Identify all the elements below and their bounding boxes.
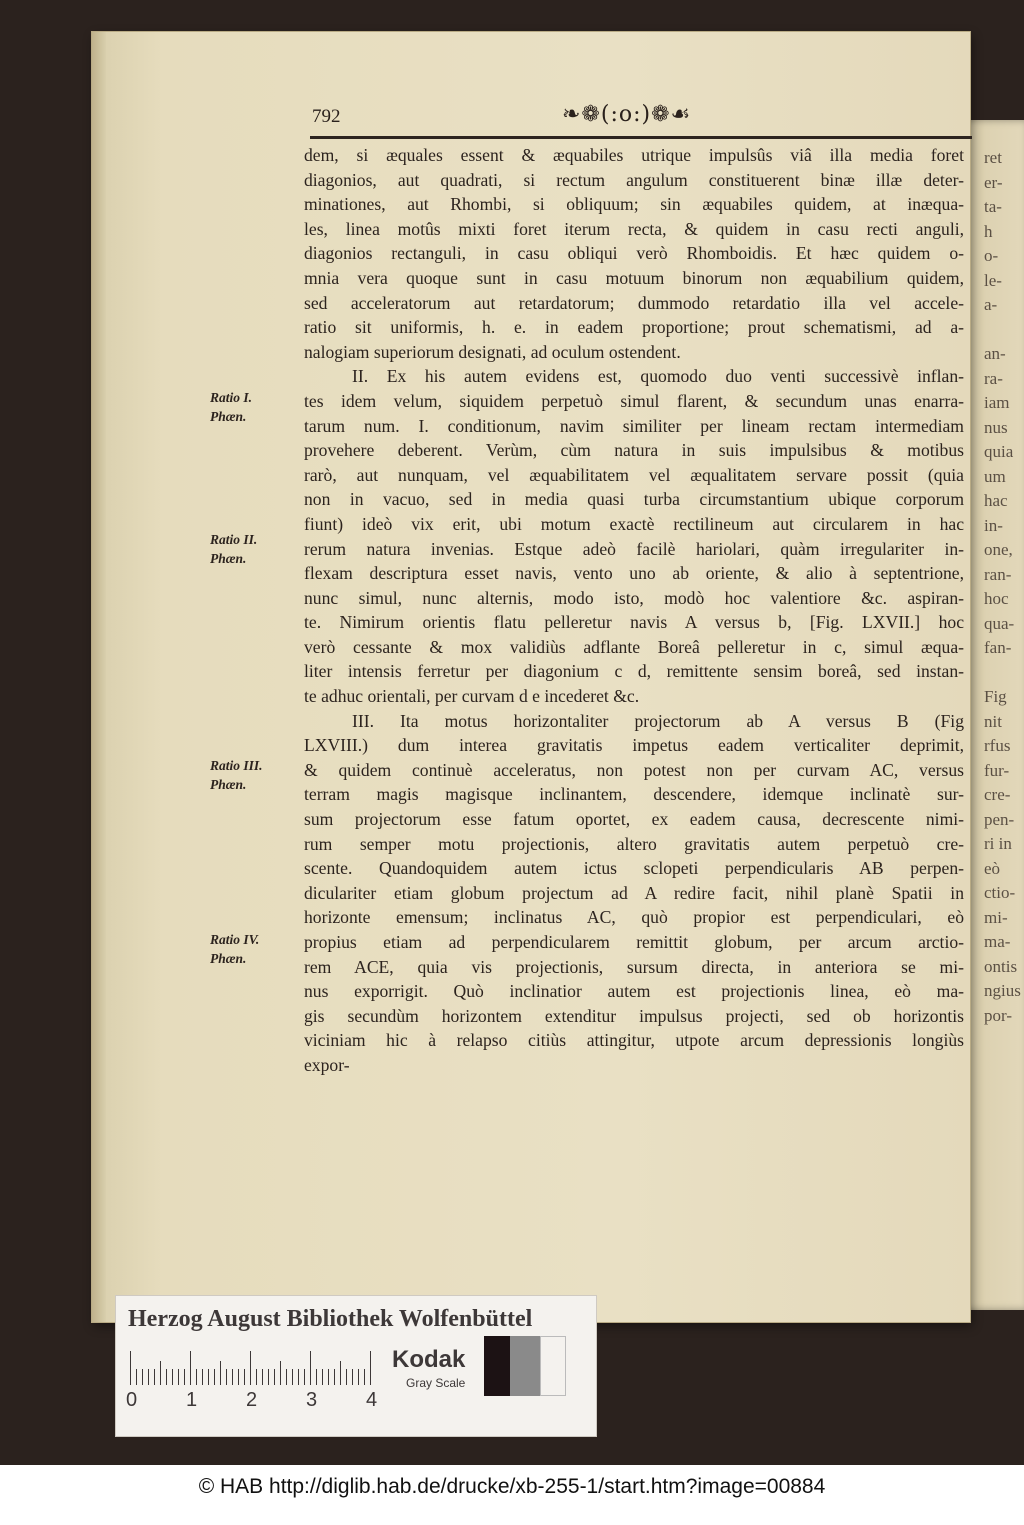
adjacent-page-fragment: Fig xyxy=(984,687,1007,706)
ruler-number: 4 xyxy=(366,1389,378,1411)
text-line: verò cessante & mox validiùs adflante Boreâ pelleretur in c, simul æqua- xyxy=(304,636,964,657)
page-number: 792 xyxy=(312,106,341,127)
text-line: dem, si æquales essent & æquabiles utrique impulsûs viâ illa media foret xyxy=(304,145,964,165)
ruler-tick xyxy=(268,1369,269,1385)
adjacent-page-fragment: ran- xyxy=(984,564,1012,584)
adjacent-page-fragment: quia xyxy=(984,442,1014,461)
adjacent-page-fragment: fan- xyxy=(984,638,1012,657)
kodak-logo: Kodak xyxy=(392,1346,466,1373)
adjacent-page-fragment: hoc xyxy=(984,589,1009,608)
text-line: tes idem velum, siquidem perpetuò simul flarent, & secundum unas enarra- xyxy=(304,390,964,411)
text-line: scente. Quandoquidem autem ictus sclopeti perpendicularis AB perpen- xyxy=(304,858,964,879)
text-line: II. Ex his autem evidens est, quomodo duo venti successivè inflan- xyxy=(352,366,964,387)
ruler-tick xyxy=(238,1369,239,1385)
ruler-tick xyxy=(334,1369,335,1385)
text-line: flexam descriptura esset navis, vento uno ab oriente, & alio à septentrione, xyxy=(304,563,964,584)
adjacent-page-fragment: qua- xyxy=(984,613,1015,633)
ruler-tick xyxy=(256,1369,257,1385)
adjacent-page-fragment: ri in xyxy=(984,834,1012,853)
ruler-tick xyxy=(130,1351,131,1385)
ruler-tick xyxy=(316,1369,317,1385)
text-line: propius etiam ad perpendicularem remittit globum, per arcum arctio- xyxy=(304,932,964,952)
ruler-tick xyxy=(352,1369,353,1385)
margin-note-ratio-4 xyxy=(210,930,300,968)
ruler-tick xyxy=(328,1369,329,1385)
adjacent-page-fragment: ta- xyxy=(984,197,1002,216)
adjacent-page-fragment: ra- xyxy=(984,368,1003,388)
text-line: provehere deberent. Verùm, cùm natura in suis impulsibus & motibus xyxy=(304,440,964,461)
margin-note-sub: Phæn. xyxy=(210,777,247,792)
text-line: sed acceleratorum aut retardatorum; dummodo retardatio illa vel accele- xyxy=(304,292,964,313)
adjacent-page-fragment: ret xyxy=(984,148,1002,167)
color-target xyxy=(115,1295,597,1437)
adjacent-page-fragment: por- xyxy=(984,1005,1012,1025)
adjacent-page-fragment: pen- xyxy=(984,809,1015,829)
margin-note-ratio-3 xyxy=(210,756,300,794)
ruler-tick xyxy=(358,1369,359,1385)
ruler-tick xyxy=(310,1351,311,1385)
gray-patch-black xyxy=(484,1336,510,1396)
margin-note-sub: Phæn. xyxy=(210,551,247,566)
text-line: diagonios, aut quadrati, si rectum angulum constituerent binæ illæ deter- xyxy=(304,169,964,190)
adjacent-page-fragment: h xyxy=(984,221,993,241)
ruler-tick xyxy=(286,1369,287,1385)
adjacent-page-fragment: nit xyxy=(984,711,1002,731)
adjacent-page-fragment: a- xyxy=(984,295,998,314)
ruler-tick xyxy=(262,1369,263,1385)
text-line: horizonte emensum; inclinatus AC, quò propior est perpendiculari, eò xyxy=(304,907,964,928)
target-title: Herzog August Bibliothek Wolfenbüttel xyxy=(128,1306,533,1332)
text-line: gis secundùm horizontem extenditur impulsus projecti, sed ob horizontis xyxy=(304,1005,964,1026)
header-ornament: ❧❁(:o:)❁☙ xyxy=(562,102,692,127)
text-line: terram magis magisque inclinantem, descendere, idemque inclinatè sur- xyxy=(304,784,964,805)
margin-note-label: Ratio II. xyxy=(210,532,258,547)
text-line: rerum natura invenias. Estque adeò facilè hariolari, quàm irregulariter in- xyxy=(304,538,964,559)
ruler-number: 0 xyxy=(126,1389,138,1411)
text-line: diagonios rectanguli, in casu obliqui verò Rhomboidis. Et hæc quidem o- xyxy=(304,243,964,264)
ruler-tick xyxy=(304,1369,305,1385)
grayscale-label: Gray Scale xyxy=(406,1376,466,1390)
margin-note-label: Ratio III. xyxy=(210,758,263,773)
ruler-tick xyxy=(154,1369,155,1385)
text-line: expor- xyxy=(304,1054,350,1075)
adjacent-page-fragment: ma- xyxy=(984,932,1011,951)
text-line: rem ACE, quia vis projectionis, sursum directa, in anteriora se mi- xyxy=(304,956,964,977)
ruler-tick xyxy=(166,1369,167,1385)
ruler-tick xyxy=(190,1351,191,1385)
ruler-tick xyxy=(370,1351,371,1385)
adjacent-page-fragment: le- xyxy=(984,270,1002,290)
ruler-tick xyxy=(364,1369,365,1385)
ruler-tick xyxy=(142,1369,143,1385)
ruler-number: 2 xyxy=(246,1389,258,1411)
margin-note-sub: Phæn. xyxy=(210,409,247,424)
footer-copyright: © HAB http://diglib.hab.de/drucke/xb-255-1/start.htm?image=00884 xyxy=(198,1475,826,1498)
text-line: III. Ita motus horizontaliter projectorum ab A versus B (Fig xyxy=(352,710,964,731)
adjacent-page-fragment: cre- xyxy=(984,785,1011,804)
adjacent-page-fragment: ontis xyxy=(984,956,1018,976)
adjacent-page-fragment: eò xyxy=(984,858,1001,878)
margin-note-ratio-2 xyxy=(210,530,300,568)
text-line: te. Nimirum orientis flatu pelleretur navis A versus b, [Fig. LXVII.] hoc xyxy=(304,612,964,633)
ruler-tick xyxy=(244,1369,245,1385)
ruler-tick xyxy=(202,1369,203,1385)
margin-note-sub: Phæn. xyxy=(210,951,247,966)
adjacent-page-fragment: rfus xyxy=(984,736,1011,755)
text-line: rarò, aut nunquam, vel æquabilitatem vel æqualitatem servare possit (quia xyxy=(304,464,964,485)
text-line: liter intensis ferretur per diagonium c d, remittente sensim boreâ, sed instan- xyxy=(304,661,964,682)
ruler-tick xyxy=(292,1369,293,1385)
adjacent-page-fragment: ngius xyxy=(984,981,1021,1000)
ruler-tick xyxy=(148,1369,149,1385)
text-line: ratio sit uniformis, h. e. in eadem proportione; prout schematismi, ad a- xyxy=(304,317,964,338)
text-line: viciniam hic à relapso citiùs attingitur, utpote arcum depressionis longiùs xyxy=(304,1030,964,1051)
text-line: & quidem continuè acceleratus, non potest non per curvam AC, versus xyxy=(304,759,964,780)
ruler-tick xyxy=(298,1369,299,1385)
ruler-tick xyxy=(178,1369,179,1385)
ruler-numbers xyxy=(126,1389,386,1413)
adjacent-page-edge xyxy=(962,120,1024,1310)
ruler-tick xyxy=(226,1369,227,1385)
text-line: nunc simul, nunc alternis, modo isto, modò hoc valentiore &c. aspiran- xyxy=(304,587,964,608)
adjacent-page-fragment: fur- xyxy=(984,760,1010,780)
page-gutter-shadow xyxy=(92,32,106,1322)
text-line: rum semper motu projectionis, altero gravitatis autem perpetuò cre- xyxy=(304,833,964,854)
body-text xyxy=(304,143,964,1078)
ruler-tick xyxy=(322,1369,323,1385)
adjacent-page-fragment: in- xyxy=(984,515,1003,535)
ruler-tick xyxy=(280,1361,281,1385)
gray-patch-mid xyxy=(510,1336,540,1396)
ruler-number: 1 xyxy=(186,1389,198,1411)
text-line: te adhuc orientali, per curvam d e incederet &c. xyxy=(304,686,640,707)
ruler-tick xyxy=(196,1369,197,1385)
ruler-tick xyxy=(208,1369,209,1385)
ruler-tick xyxy=(136,1369,137,1385)
adjacent-page-fragment: ctio- xyxy=(984,883,1016,902)
adjacent-page-fragment: mi- xyxy=(984,907,1008,927)
ruler-tick xyxy=(340,1361,341,1385)
ruler-tick xyxy=(232,1369,233,1385)
adjacent-page-fragment: iam xyxy=(984,393,1010,412)
page-header xyxy=(312,100,972,136)
text-line: diculariter etiam globum projectum ad A redire facit, nihil planè Spatii in xyxy=(304,882,964,903)
text-line: sum projectorum esse fatum oportet, ex eadem causa, decrescente nimi- xyxy=(304,809,964,830)
ruler-tick xyxy=(220,1361,221,1385)
adjacent-page-fragment xyxy=(984,661,1024,686)
adjacent-page-fragment: hac xyxy=(984,491,1008,510)
text-line: tarum num. I. conditionum, navim similiter per lineam rectam intermediam xyxy=(304,415,964,436)
text-line: minationes, aut Rhombi, si obliquum; sin æquabiles quidem, at inæqua- xyxy=(304,194,964,215)
gray-patch-white xyxy=(540,1336,566,1396)
text-line: non in vacuo, sed in media quasi turba circumstantium ubique corporum xyxy=(304,489,964,510)
ruler-tick xyxy=(214,1369,215,1385)
adjacent-page-fragment: nus xyxy=(984,417,1008,437)
margin-note-ratio-1 xyxy=(210,388,300,426)
ruler-tick xyxy=(250,1351,251,1385)
text-line: fiunt) ideò vix erit, ubi motum exactè rectilineum aut circularem in hac xyxy=(304,513,964,534)
margin-note-label: Ratio I. xyxy=(210,390,253,405)
footer-bar xyxy=(0,1465,1024,1525)
adjacent-page-text xyxy=(984,146,1024,1028)
margin-note-label: Ratio IV. xyxy=(210,932,260,947)
ruler-tick xyxy=(172,1369,173,1385)
text-line: les, linea motûs mixti foret iterum recta, & quidem in casu recti anguli, xyxy=(304,218,964,239)
adjacent-page-fragment: one, xyxy=(984,540,1013,559)
text-line: nalogiam superiorum designati, ad oculum ostendent. xyxy=(304,341,681,362)
ruler-scale xyxy=(130,1351,380,1385)
text-line: LXVIII.) dum interea gravitatis impetus eadem verticaliter deprimit, xyxy=(304,735,964,756)
adjacent-page-fragment: o- xyxy=(984,246,999,265)
adjacent-page-fragment: an- xyxy=(984,344,1006,363)
ruler-tick xyxy=(160,1361,161,1385)
ruler-number: 3 xyxy=(306,1389,318,1411)
adjacent-page-fragment xyxy=(984,318,1024,343)
header-rule xyxy=(310,136,972,139)
text-line: nus exporrigit. Quò inclinatior autem est projectionis linea, eò ma- xyxy=(304,981,964,1002)
text-line: mnia vera quoque sunt in casu motuum binorum non æquabilium quidem, xyxy=(304,267,964,288)
ruler-tick xyxy=(274,1369,275,1385)
ruler-tick xyxy=(346,1369,347,1385)
adjacent-page-fragment: er- xyxy=(984,172,1003,192)
ruler-tick xyxy=(184,1369,185,1385)
adjacent-page-fragment: um xyxy=(984,466,1006,486)
